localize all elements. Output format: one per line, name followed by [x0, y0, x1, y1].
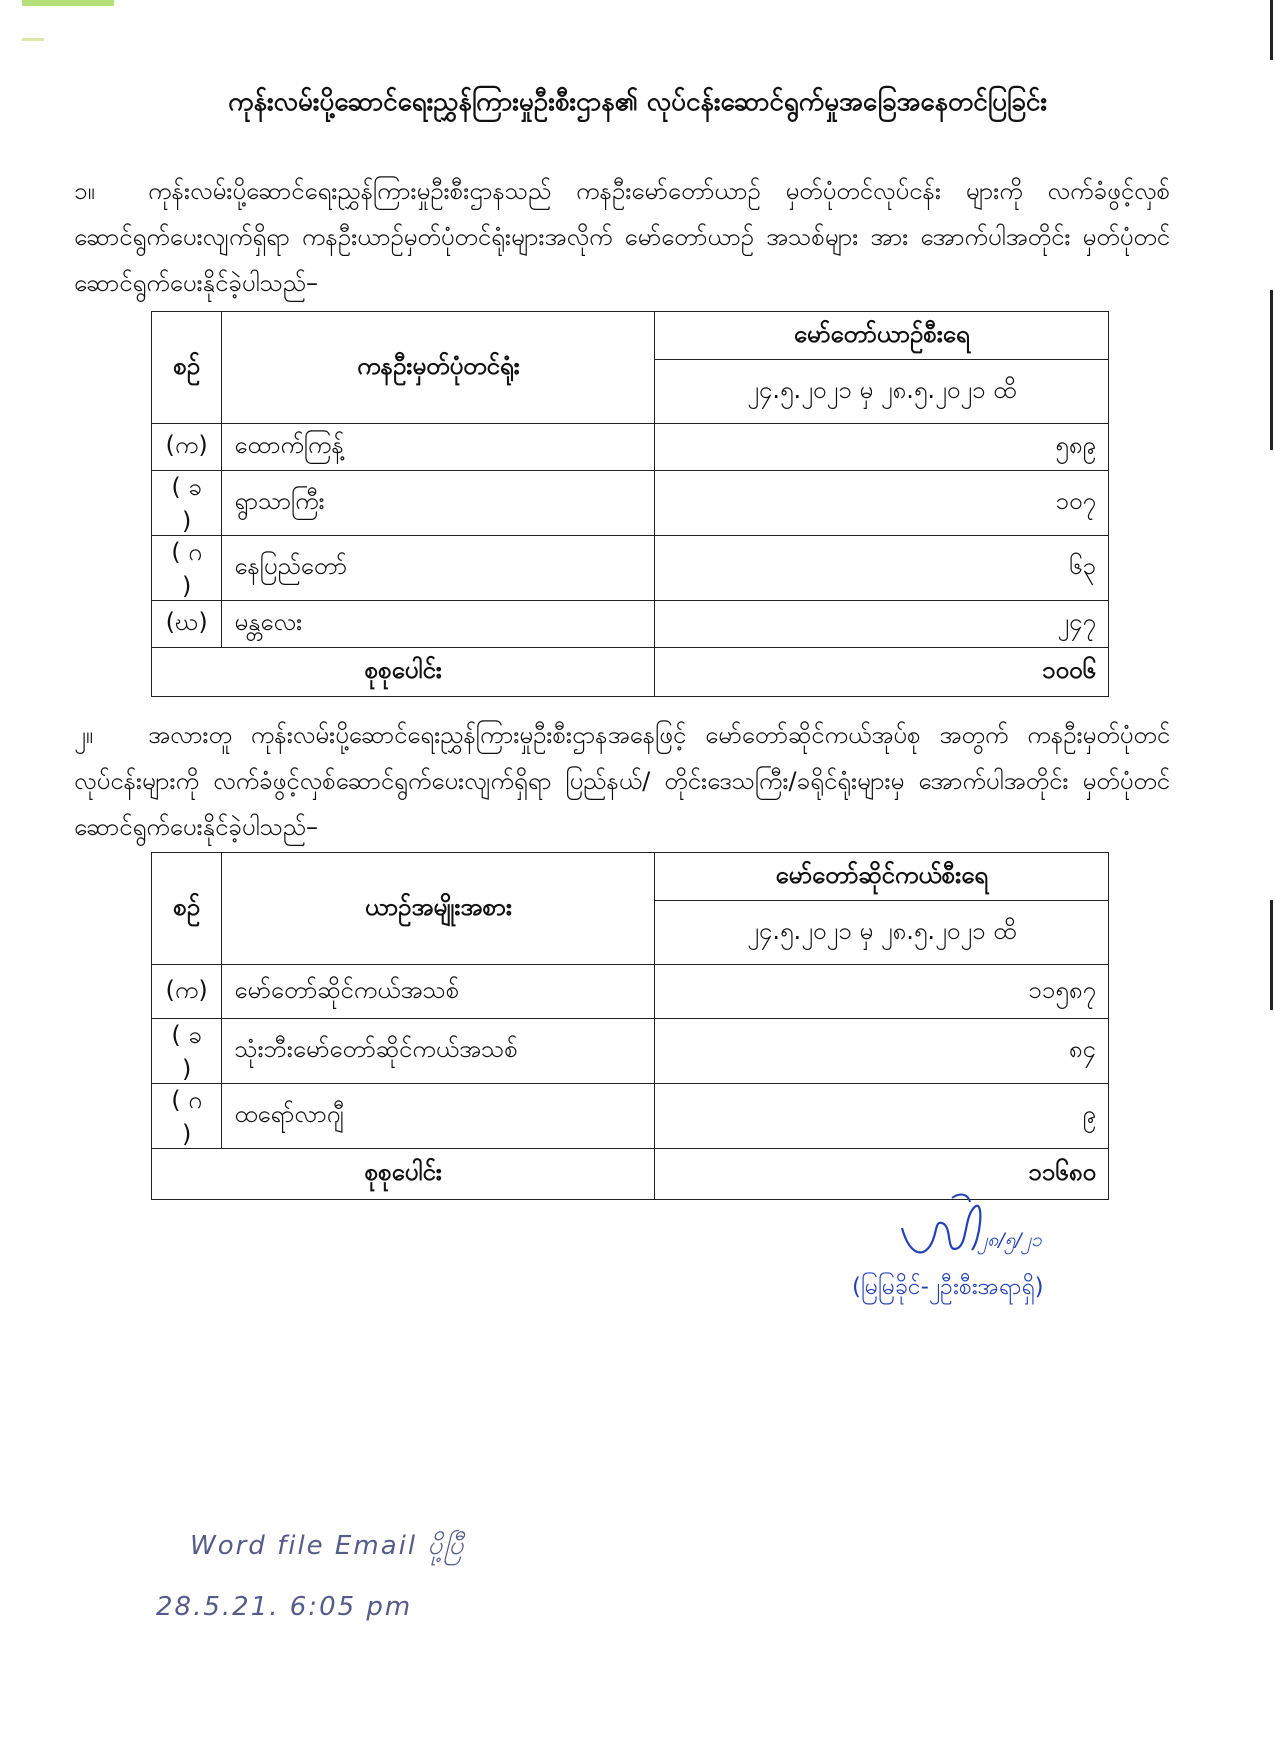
header-office: ကနဦးမှတ်ပုံတင်ရုံး: [222, 312, 655, 424]
row-vehicle-type: သုံးဘီးမော်တော်ဆိုင်ကယ်အသစ်: [222, 1019, 655, 1084]
row-vehicle-type: ထရော်လာဂျီ: [222, 1084, 655, 1149]
header-serial: စဉ်: [152, 312, 222, 424]
section-text: အလားတူ ကုန်းလမ်းပို့ဆောင်ရေးညွှန်ကြားမှုဦးစီးဌာနအနေဖြင့် မော်တော်ဆိုင်ကယ်အုပ်စု အတွက် ကနဦးမှတ်ပုံတင်လုပ်ငန်းများကို လက်ခံဖွင့်လှစ်ဆောင်ရွက်ပေးလျက်ရှိရာ ပြည်နယ်/ တိုင်းဒေသကြီး/ခရိုင်ရုံးများမှ အောက်ပါအတိုင်း မှတ်ပုံတင်ဆောင်ရွက်ပေးနိုင်ခဲ့ပါသည်–: [74, 721, 1170, 841]
row-serial: (ဃ): [152, 601, 222, 648]
row-serial: ( ဂ ): [152, 1084, 222, 1149]
table-row: [152, 471, 1109, 536]
scan-mark: [22, 38, 44, 41]
document-title: ကုန်းလမ်းပို့ဆောင်ရေးညွှန်ကြားမှုဦးစီးဌာန၏ လုပ်ငန်းဆောင်ရွက်မှုအခြေအနေတင်ပြခြင်း: [228, 87, 1047, 117]
scan-edge-line: [1270, 290, 1273, 450]
row-serial: ( ခ ): [152, 1019, 222, 1084]
row-office: မန္တလေး: [222, 601, 655, 648]
table-row: [152, 1084, 1109, 1149]
registration-table-motorcycles: [151, 852, 1109, 1200]
scan-mark: [22, 0, 114, 6]
section-2-paragraph: [74, 712, 1170, 850]
signature-caption: (မြမြခိုင်-၂ဦးစီးအရာရှိ): [852, 1274, 1044, 1300]
section-number: ၂။: [74, 721, 94, 749]
row-count: ၆၃: [655, 536, 1109, 601]
handwritten-note-line-2: 28.5.21. 6:05 pm: [156, 1592, 413, 1622]
header-count: မော်တော်ယာဉ်စီးရေ: [655, 312, 1109, 360]
total-value: ၁၀၀၆: [655, 648, 1109, 697]
registration-table-cars: [151, 311, 1109, 697]
row-serial: (က): [152, 424, 222, 471]
row-count: ၈၄: [655, 1019, 1109, 1084]
row-serial: ( ခ ): [152, 471, 222, 536]
table-row: [152, 601, 1109, 648]
header-count: မော်တော်ဆိုင်ကယ်စီးရေ: [655, 853, 1109, 901]
row-office: ထောက်ကြန့်: [222, 424, 655, 471]
table-row: [152, 424, 1109, 471]
row-vehicle-type: မော်တော်ဆိုင်ကယ်အသစ်: [222, 965, 655, 1019]
table-row: [152, 965, 1109, 1019]
header-period: ၂၄.၅.၂၀၂၁ မှ ၂၈.၅.၂၀၂၁ ထိ: [655, 901, 1109, 965]
header-serial: စဉ်: [152, 853, 222, 965]
row-office: ရွာသာကြီး: [222, 471, 655, 536]
section-1-paragraph: [74, 168, 1170, 306]
row-serial: ( ဂ ): [152, 536, 222, 601]
row-count: ၁၁၅၈၇: [655, 965, 1109, 1019]
signature-date: ၂၈/၅/၂၁: [978, 1229, 1042, 1251]
header-vehicle-type: ယာဉ်အမျိုးအစား: [222, 853, 655, 965]
table-row: [152, 536, 1109, 601]
total-value: ၁၁၆၈၀: [655, 1149, 1109, 1200]
row-count: ၅၈၉: [655, 424, 1109, 471]
total-label: စုစုပေါင်း: [152, 648, 655, 697]
row-count: ၂၄၇: [655, 601, 1109, 648]
section-number: ၁။: [74, 177, 95, 205]
total-label: စုစုပေါင်း: [152, 1149, 655, 1200]
total-row: [152, 648, 1109, 697]
row-serial: (က): [152, 965, 222, 1019]
header-period: ၂၄.၅.၂၀၂၁ မှ ၂၈.၅.၂၀၂၁ ထိ: [655, 360, 1109, 424]
handwritten-note-line-1: Word file Email ပို့ပြီ: [190, 1531, 466, 1561]
section-text: ကုန်းလမ်းပို့ဆောင်ရေးညွှန်ကြားမှုဦးစီးဌာနသည် ကနဦးမော်တော်ယာဉ် မှတ်ပုံတင်လုပ်ငန်း များကို လက်ခံဖွင့်လှစ်ဆောင်ရွက်ပေးလျက်ရှိရာ ကနဦးယာဉ်မှတ်ပုံတင်ရုံးများအလိုက် မော်တော်ယာဉ် အသစ်များ အား အောက်ပါအတိုင်း မှတ်ပုံတင်ဆောင်ရွက်ပေးနိုင်ခဲ့ပါသည်–: [74, 177, 1170, 297]
scan-edge-line: [1270, 0, 1273, 60]
row-count: ၉: [655, 1084, 1109, 1149]
scan-edge-line: [1270, 900, 1273, 1010]
table-row: [152, 1019, 1109, 1084]
row-count: ၁၀၇: [655, 471, 1109, 536]
row-office: နေပြည်တော်: [222, 536, 655, 601]
